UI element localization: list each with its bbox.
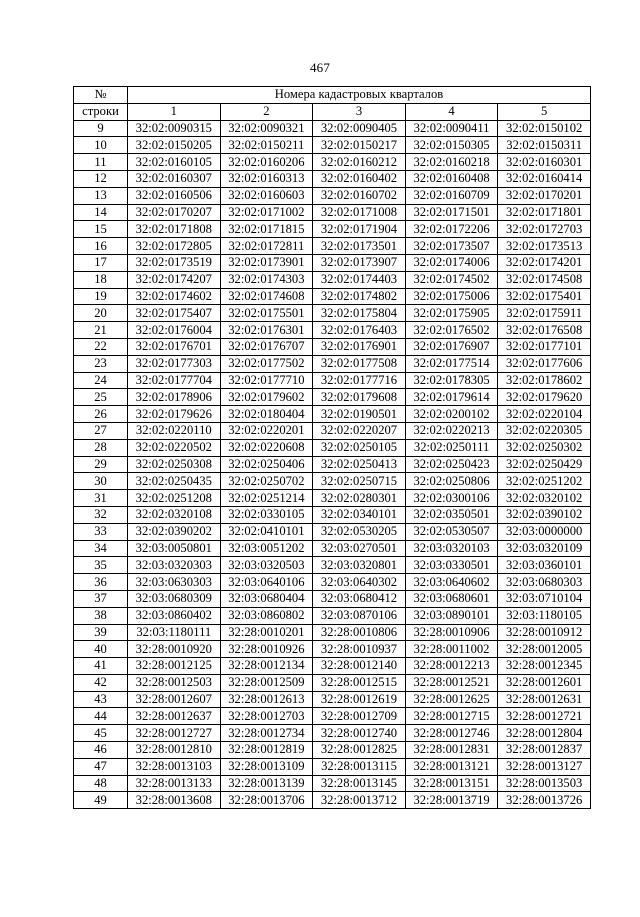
row-number-cell: 26 <box>74 406 128 423</box>
page-number: 467 <box>309 60 331 75</box>
cadastral-number-cell: 32:02:0150305 <box>405 137 498 154</box>
cadastral-number-cell: 32:02:0250429 <box>498 456 591 473</box>
column-header: 1 <box>128 103 221 120</box>
cadastral-number-cell: 32:02:0150311 <box>498 137 591 154</box>
cadastral-number-cell: 32:02:0178602 <box>498 372 591 389</box>
cadastral-number-cell: 32:02:0150205 <box>128 137 221 154</box>
cadastral-number-cell: 32:28:0012831 <box>405 742 498 759</box>
cadastral-number-cell: 32:02:0250702 <box>220 473 313 490</box>
cadastral-number-cell: 32:28:0012631 <box>498 691 591 708</box>
cadastral-number-cell: 32:02:0174403 <box>313 271 406 288</box>
table-row <box>74 574 591 591</box>
row-number-cell: 11 <box>74 154 128 171</box>
cadastral-number-cell: 32:02:0177514 <box>405 355 498 372</box>
cadastral-number-cell: 32:03:0330501 <box>405 557 498 574</box>
row-number-cell: 29 <box>74 456 128 473</box>
cadastral-number-cell: 32:02:0530507 <box>405 523 498 540</box>
cadastral-number-cell: 32:28:0012810 <box>128 742 221 759</box>
cadastral-number-cell: 32:02:0171002 <box>220 204 313 221</box>
row-number-cell: 22 <box>74 338 128 355</box>
cadastral-number-cell: 32:02:0173519 <box>128 254 221 271</box>
cadastral-number-cell: 32:03:0051202 <box>220 540 313 557</box>
cadastral-number-cell: 32:03:0640106 <box>220 574 313 591</box>
table-row <box>74 624 591 641</box>
cadastral-number-cell: 32:02:0160212 <box>313 154 406 171</box>
table-row <box>74 775 591 792</box>
cadastral-number-cell: 32:02:0160702 <box>313 187 406 204</box>
row-number-cell: 25 <box>74 389 128 406</box>
cadastral-number-cell: 32:03:0000000 <box>498 523 591 540</box>
table-row <box>74 238 591 255</box>
column-header: 3 <box>313 103 406 120</box>
cadastral-number-cell: 32:02:0251214 <box>220 490 313 507</box>
cadastral-number-cell: 32:02:0179614 <box>405 389 498 406</box>
cadastral-number-cell: 32:02:0160105 <box>128 154 221 171</box>
cadastral-number-cell: 32:28:0012509 <box>220 674 313 691</box>
table-row <box>74 221 591 238</box>
cadastral-number-cell: 32:28:0012727 <box>128 725 221 742</box>
cadastral-number-cell: 32:02:0150102 <box>498 120 591 137</box>
cadastral-number-cell: 32:02:0178305 <box>405 372 498 389</box>
cadastral-number-cell: 32:02:0160603 <box>220 187 313 204</box>
cadastral-number-cell: 32:02:0171801 <box>498 204 591 221</box>
cadastral-number-cell: 32:02:0175905 <box>405 305 498 322</box>
table-row <box>74 607 591 624</box>
table-row <box>74 473 591 490</box>
cadastral-number-cell: 32:02:0172805 <box>128 238 221 255</box>
cadastral-number-cell: 32:02:0176004 <box>128 322 221 339</box>
cadastral-number-cell: 32:02:0173501 <box>313 238 406 255</box>
cadastral-number-cell: 32:02:0174502 <box>405 271 498 288</box>
row-number-cell: 31 <box>74 490 128 507</box>
cadastral-number-cell: 32:03:0630303 <box>128 574 221 591</box>
cadastral-number-cell: 32:02:0160506 <box>128 187 221 204</box>
row-number-cell: 14 <box>74 204 128 221</box>
cadastral-number-cell: 32:02:0390202 <box>128 523 221 540</box>
table-row <box>74 691 591 708</box>
cadastral-number-cell: 32:02:0172206 <box>405 221 498 238</box>
cadastral-number-cell: 32:02:0160301 <box>498 154 591 171</box>
row-number-cell: 24 <box>74 372 128 389</box>
cadastral-number-cell: 32:02:0160307 <box>128 170 221 187</box>
cadastral-number-cell: 32:28:0012503 <box>128 674 221 691</box>
cadastral-number-cell: 32:28:0013608 <box>128 792 221 809</box>
table-row <box>74 506 591 523</box>
table-row <box>74 406 591 423</box>
row-number-cell: 46 <box>74 742 128 759</box>
cadastral-number-cell: 32:28:0013115 <box>313 758 406 775</box>
cadastral-number-cell: 32:02:0177502 <box>220 355 313 372</box>
cadastral-number-cell: 32:28:0013706 <box>220 792 313 809</box>
cadastral-number-cell: 32:02:0150217 <box>313 137 406 154</box>
table-row <box>74 674 591 691</box>
table-row <box>74 490 591 507</box>
cadastral-number-cell: 32:03:0860402 <box>128 607 221 624</box>
cadastral-number-cell: 32:02:0173507 <box>405 238 498 255</box>
cadastral-number-cell: 32:28:0011002 <box>405 641 498 658</box>
cadastral-number-cell: 32:03:0680309 <box>128 590 221 607</box>
row-number-cell: 47 <box>74 758 128 775</box>
cadastral-number-cell: 32:28:0012619 <box>313 691 406 708</box>
cadastral-number-cell: 32:02:0330105 <box>220 506 313 523</box>
row-number-cell: 35 <box>74 557 128 574</box>
cadastral-number-cell: 32:02:0320102 <box>498 490 591 507</box>
cadastral-number-cell: 32:03:0680412 <box>313 590 406 607</box>
cadastral-number-cell: 32:02:0177101 <box>498 338 591 355</box>
table-row <box>74 389 591 406</box>
cadastral-number-cell: 32:03:0320103 <box>405 540 498 557</box>
cadastral-number-cell: 32:02:0177716 <box>313 372 406 389</box>
cadastral-number-cell: 32:02:0250423 <box>405 456 498 473</box>
table-row <box>74 439 591 456</box>
table-row <box>74 170 591 187</box>
table-row <box>74 355 591 372</box>
cadastral-number-cell: 32:02:0174608 <box>220 288 313 305</box>
table-row <box>74 742 591 759</box>
row-number-cell: 21 <box>74 322 128 339</box>
cadastral-number-cell: 32:02:0172703 <box>498 221 591 238</box>
cadastral-number-cell: 32:02:0177606 <box>498 355 591 372</box>
table-row <box>74 540 591 557</box>
cadastral-number-cell: 32:03:1180105 <box>498 607 591 624</box>
row-number-cell: 28 <box>74 439 128 456</box>
table-row <box>74 271 591 288</box>
cadastral-number-cell: 32:02:0175804 <box>313 305 406 322</box>
table-row <box>74 254 591 271</box>
column-header: 4 <box>405 103 498 120</box>
row-number-cell: 36 <box>74 574 128 591</box>
cadastral-number-cell: 32:28:0012140 <box>313 658 406 675</box>
cadastral-number-cell: 32:02:0090321 <box>220 120 313 137</box>
cadastral-number-cell: 32:03:0640602 <box>405 574 498 591</box>
cadastral-number-cell: 32:28:0012515 <box>313 674 406 691</box>
cadastral-number-cell: 32:02:0300106 <box>405 490 498 507</box>
cadastral-number-cell: 32:02:0180404 <box>220 406 313 423</box>
cadastral-number-cell: 32:02:0220608 <box>220 439 313 456</box>
cadastral-number-cell: 32:03:0680601 <box>405 590 498 607</box>
cadastral-number-cell: 32:28:0010912 <box>498 624 591 641</box>
cadastral-number-cell: 32:02:0174802 <box>313 288 406 305</box>
cadastral-number-cell: 32:28:0012837 <box>498 742 591 759</box>
cadastral-number-cell: 32:28:0013133 <box>128 775 221 792</box>
table-row <box>74 456 591 473</box>
cadastral-number-cell: 32:03:0050801 <box>128 540 221 557</box>
cadastral-number-cell: 32:03:0860802 <box>220 607 313 624</box>
cadastral-number-cell: 32:28:0012613 <box>220 691 313 708</box>
cadastral-number-cell: 32:28:0012005 <box>498 641 591 658</box>
table-row <box>74 641 591 658</box>
cadastral-number-cell: 32:02:0250308 <box>128 456 221 473</box>
row-number-cell: 15 <box>74 221 128 238</box>
table-row <box>74 590 591 607</box>
cadastral-number-cell: 32:02:0250715 <box>313 473 406 490</box>
cadastral-number-cell: 32:02:0179608 <box>313 389 406 406</box>
cadastral-number-cell: 32:02:0220207 <box>313 422 406 439</box>
row-number-cell: 13 <box>74 187 128 204</box>
cadastral-number-cell: 32:02:0176508 <box>498 322 591 339</box>
table-row <box>74 658 591 675</box>
cadastral-number-cell: 32:02:0220305 <box>498 422 591 439</box>
cadastral-number-cell: 32:02:0170201 <box>498 187 591 204</box>
cadastral-number-cell: 32:28:0013103 <box>128 758 221 775</box>
cadastral-number-cell: 32:02:0178906 <box>128 389 221 406</box>
cadastral-number-cell: 32:02:0250406 <box>220 456 313 473</box>
row-number-cell: 48 <box>74 775 128 792</box>
cadastral-number-cell: 32:02:0171501 <box>405 204 498 221</box>
cadastral-number-cell: 32:02:0160414 <box>498 170 591 187</box>
cadastral-number-cell: 32:02:0160206 <box>220 154 313 171</box>
cadastral-number-cell: 32:28:0012637 <box>128 708 221 725</box>
cadastral-number-cell: 32:02:0190501 <box>313 406 406 423</box>
row-number-header-bottom: строки <box>74 103 128 120</box>
cadastral-number-cell: 32:02:0174602 <box>128 288 221 305</box>
cadastral-number-cell: 32:02:0173907 <box>313 254 406 271</box>
cadastral-number-cell: 32:02:0171815 <box>220 221 313 238</box>
table-body <box>74 120 591 809</box>
row-number-cell: 38 <box>74 607 128 624</box>
table-row <box>74 120 591 137</box>
row-number-cell: 9 <box>74 120 128 137</box>
row-number-cell: 43 <box>74 691 128 708</box>
table-row <box>74 725 591 742</box>
cadastral-number-cell: 32:02:0160313 <box>220 170 313 187</box>
table-row <box>74 792 591 809</box>
row-number-cell: 40 <box>74 641 128 658</box>
cadastral-number-cell: 32:02:0174508 <box>498 271 591 288</box>
cadastral-number-cell: 32:28:0010201 <box>220 624 313 641</box>
cadastral-number-cell: 32:03:0870106 <box>313 607 406 624</box>
cadastral-number-cell: 32:28:0012734 <box>220 725 313 742</box>
row-number-cell: 37 <box>74 590 128 607</box>
cadastral-number-cell: 32:28:0010906 <box>405 624 498 641</box>
cadastral-number-cell: 32:02:0175501 <box>220 305 313 322</box>
cadastral-number-cell: 32:03:0680303 <box>498 574 591 591</box>
cadastral-number-cell: 32:28:0012804 <box>498 725 591 742</box>
cadastral-number-cell: 32:28:0013109 <box>220 758 313 775</box>
cadastral-number-cell: 32:02:0220104 <box>498 406 591 423</box>
cadastral-number-cell: 32:03:0360101 <box>498 557 591 574</box>
cadastral-number-cell: 32:03:1180111 <box>128 624 221 641</box>
row-number-cell: 19 <box>74 288 128 305</box>
cadastral-number-cell: 32:28:0013726 <box>498 792 591 809</box>
cadastral-number-cell: 32:02:0160709 <box>405 187 498 204</box>
row-number-cell: 30 <box>74 473 128 490</box>
row-number-cell: 18 <box>74 271 128 288</box>
cadastral-number-cell: 32:02:0174207 <box>128 271 221 288</box>
table-row <box>74 288 591 305</box>
cadastral-number-cell: 32:02:0174201 <box>498 254 591 271</box>
cadastral-number-cell: 32:02:0177303 <box>128 355 221 372</box>
table-row <box>74 422 591 439</box>
cadastral-number-cell: 32:02:0176403 <box>313 322 406 339</box>
cadastral-number-cell: 32:02:0175911 <box>498 305 591 322</box>
cadastral-number-cell: 32:02:0177508 <box>313 355 406 372</box>
cadastral-number-cell: 32:02:0251202 <box>498 473 591 490</box>
cadastral-number-cell: 32:28:0012345 <box>498 658 591 675</box>
row-number-cell: 27 <box>74 422 128 439</box>
cadastral-number-cell: 32:02:0177704 <box>128 372 221 389</box>
cadastral-number-cell: 32:03:0320109 <box>498 540 591 557</box>
table-row <box>74 338 591 355</box>
cadastral-number-cell: 32:28:0012607 <box>128 691 221 708</box>
cadastral-quarters-table <box>73 86 591 809</box>
table-row <box>74 137 591 154</box>
row-number-cell: 49 <box>74 792 128 809</box>
cadastral-number-cell: 32:02:0171008 <box>313 204 406 221</box>
cadastral-number-cell: 32:02:0090315 <box>128 120 221 137</box>
cadastral-number-cell: 32:02:0350501 <box>405 506 498 523</box>
cadastral-number-cell: 32:02:0179620 <box>498 389 591 406</box>
cadastral-number-cell: 32:28:0012521 <box>405 674 498 691</box>
row-number-header-top: № <box>74 87 128 104</box>
cadastral-number-cell: 32:02:0530205 <box>313 523 406 540</box>
cadastral-number-cell: 32:02:0170207 <box>128 204 221 221</box>
cadastral-number-cell: 32:28:0010926 <box>220 641 313 658</box>
cadastral-number-cell: 32:02:0175407 <box>128 305 221 322</box>
table-row <box>74 708 591 725</box>
cadastral-number-cell: 32:02:0220213 <box>405 422 498 439</box>
row-number-cell: 34 <box>74 540 128 557</box>
cadastral-number-cell: 32:02:0251208 <box>128 490 221 507</box>
cadastral-number-cell: 32:02:0176502 <box>405 322 498 339</box>
cadastral-number-cell: 32:28:0012825 <box>313 742 406 759</box>
cadastral-number-cell: 32:03:0320503 <box>220 557 313 574</box>
cadastral-number-cell: 32:02:0250806 <box>405 473 498 490</box>
row-number-cell: 39 <box>74 624 128 641</box>
cadastral-number-cell: 32:02:0173513 <box>498 238 591 255</box>
cadastral-number-cell: 32:28:0013151 <box>405 775 498 792</box>
column-header: 2 <box>220 103 313 120</box>
table-row <box>74 305 591 322</box>
cadastral-number-cell: 32:02:0250111 <box>405 439 498 456</box>
cadastral-number-cell: 32:02:0174303 <box>220 271 313 288</box>
cadastral-number-cell: 32:02:0160408 <box>405 170 498 187</box>
cadastral-number-cell: 32:28:0012740 <box>313 725 406 742</box>
table-row <box>74 204 591 221</box>
column-header: 5 <box>498 103 591 120</box>
row-number-cell: 20 <box>74 305 128 322</box>
cadastral-number-cell: 32:02:0160218 <box>405 154 498 171</box>
cadastral-number-cell: 32:28:0012601 <box>498 674 591 691</box>
row-number-cell: 33 <box>74 523 128 540</box>
cadastral-number-cell: 32:02:0150211 <box>220 137 313 154</box>
cadastral-number-cell: 32:02:0179602 <box>220 389 313 406</box>
row-number-cell: 45 <box>74 725 128 742</box>
cadastral-number-cell: 32:28:0012213 <box>405 658 498 675</box>
cadastral-number-cell: 32:02:0171904 <box>313 221 406 238</box>
cadastral-number-cell: 32:02:0340101 <box>313 506 406 523</box>
cadastral-number-cell: 32:03:0710104 <box>498 590 591 607</box>
cadastral-number-cell: 32:02:0250302 <box>498 439 591 456</box>
cadastral-number-cell: 32:02:0171808 <box>128 221 221 238</box>
cadastral-number-cell: 32:28:0012625 <box>405 691 498 708</box>
cadastral-number-cell: 32:02:0250435 <box>128 473 221 490</box>
row-number-cell: 10 <box>74 137 128 154</box>
cadastral-number-cell: 32:02:0250105 <box>313 439 406 456</box>
row-number-cell: 12 <box>74 170 128 187</box>
cadastral-number-cell: 32:02:0220502 <box>128 439 221 456</box>
cadastral-number-cell: 32:28:0012703 <box>220 708 313 725</box>
cadastral-number-cell: 32:02:0200102 <box>405 406 498 423</box>
cadastral-number-cell: 32:02:0175006 <box>405 288 498 305</box>
cadastral-number-cell: 32:02:0176907 <box>405 338 498 355</box>
cadastral-number-cell: 32:02:0390102 <box>498 506 591 523</box>
cadastral-number-cell: 32:02:0174006 <box>405 254 498 271</box>
cadastral-number-cell: 32:28:0012709 <box>313 708 406 725</box>
cadastral-number-cell: 32:02:0090411 <box>405 120 498 137</box>
cadastral-number-cell: 32:28:0012721 <box>498 708 591 725</box>
cadastral-number-cell: 32:02:0410101 <box>220 523 313 540</box>
row-number-cell: 32 <box>74 506 128 523</box>
group-header: Номера кадастровых кварталов <box>128 87 591 104</box>
table-row <box>74 322 591 339</box>
table-row <box>74 372 591 389</box>
cadastral-number-cell: 32:03:0320303 <box>128 557 221 574</box>
cadastral-number-cell: 32:28:0010920 <box>128 641 221 658</box>
row-number-cell: 44 <box>74 708 128 725</box>
row-number-cell: 17 <box>74 254 128 271</box>
cadastral-number-cell: 32:28:0010806 <box>313 624 406 641</box>
cadastral-number-cell: 32:28:0010937 <box>313 641 406 658</box>
table-row <box>74 557 591 574</box>
cadastral-number-cell: 32:28:0012134 <box>220 658 313 675</box>
cadastral-number-cell: 32:02:0250413 <box>313 456 406 473</box>
cadastral-number-cell: 32:02:0176901 <box>313 338 406 355</box>
cadastral-number-cell: 32:28:0013139 <box>220 775 313 792</box>
cadastral-number-cell: 32:02:0172811 <box>220 238 313 255</box>
table-row <box>74 758 591 775</box>
row-number-cell: 42 <box>74 674 128 691</box>
cadastral-number-cell: 32:02:0176301 <box>220 322 313 339</box>
cadastral-number-cell: 32:02:0173901 <box>220 254 313 271</box>
row-number-cell: 41 <box>74 658 128 675</box>
cadastral-number-cell: 32:28:0012746 <box>405 725 498 742</box>
table-row <box>74 154 591 171</box>
cadastral-number-cell: 32:02:0179626 <box>128 406 221 423</box>
cadastral-number-cell: 32:28:0013719 <box>405 792 498 809</box>
cadastral-number-cell: 32:02:0176701 <box>128 338 221 355</box>
cadastral-number-cell: 32:03:0890101 <box>405 607 498 624</box>
cadastral-number-cell: 32:02:0220201 <box>220 422 313 439</box>
cadastral-number-cell: 32:03:0680404 <box>220 590 313 607</box>
cadastral-number-cell: 32:02:0090405 <box>313 120 406 137</box>
cadastral-number-cell: 32:02:0280301 <box>313 490 406 507</box>
cadastral-number-cell: 32:28:0012715 <box>405 708 498 725</box>
cadastral-number-cell: 32:03:0270501 <box>313 540 406 557</box>
cadastral-number-cell: 32:02:0320108 <box>128 506 221 523</box>
table-row <box>74 187 591 204</box>
cadastral-number-cell: 32:02:0220110 <box>128 422 221 439</box>
cadastral-number-cell: 32:28:0012819 <box>220 742 313 759</box>
cadastral-number-cell: 32:03:0320801 <box>313 557 406 574</box>
cadastral-number-cell: 32:02:0176707 <box>220 338 313 355</box>
cadastral-number-cell: 32:02:0177710 <box>220 372 313 389</box>
cadastral-number-cell: 32:02:0160402 <box>313 170 406 187</box>
cadastral-number-cell: 32:02:0175401 <box>498 288 591 305</box>
cadastral-number-cell: 32:28:0013121 <box>405 758 498 775</box>
cadastral-number-cell: 32:28:0012125 <box>128 658 221 675</box>
row-number-cell: 23 <box>74 355 128 372</box>
cadastral-number-cell: 32:28:0013127 <box>498 758 591 775</box>
cadastral-number-cell: 32:28:0013145 <box>313 775 406 792</box>
cadastral-number-cell: 32:28:0013712 <box>313 792 406 809</box>
cadastral-number-cell: 32:03:0640302 <box>313 574 406 591</box>
cadastral-number-cell: 32:28:0013503 <box>498 775 591 792</box>
table-row <box>74 523 591 540</box>
row-number-cell: 16 <box>74 238 128 255</box>
